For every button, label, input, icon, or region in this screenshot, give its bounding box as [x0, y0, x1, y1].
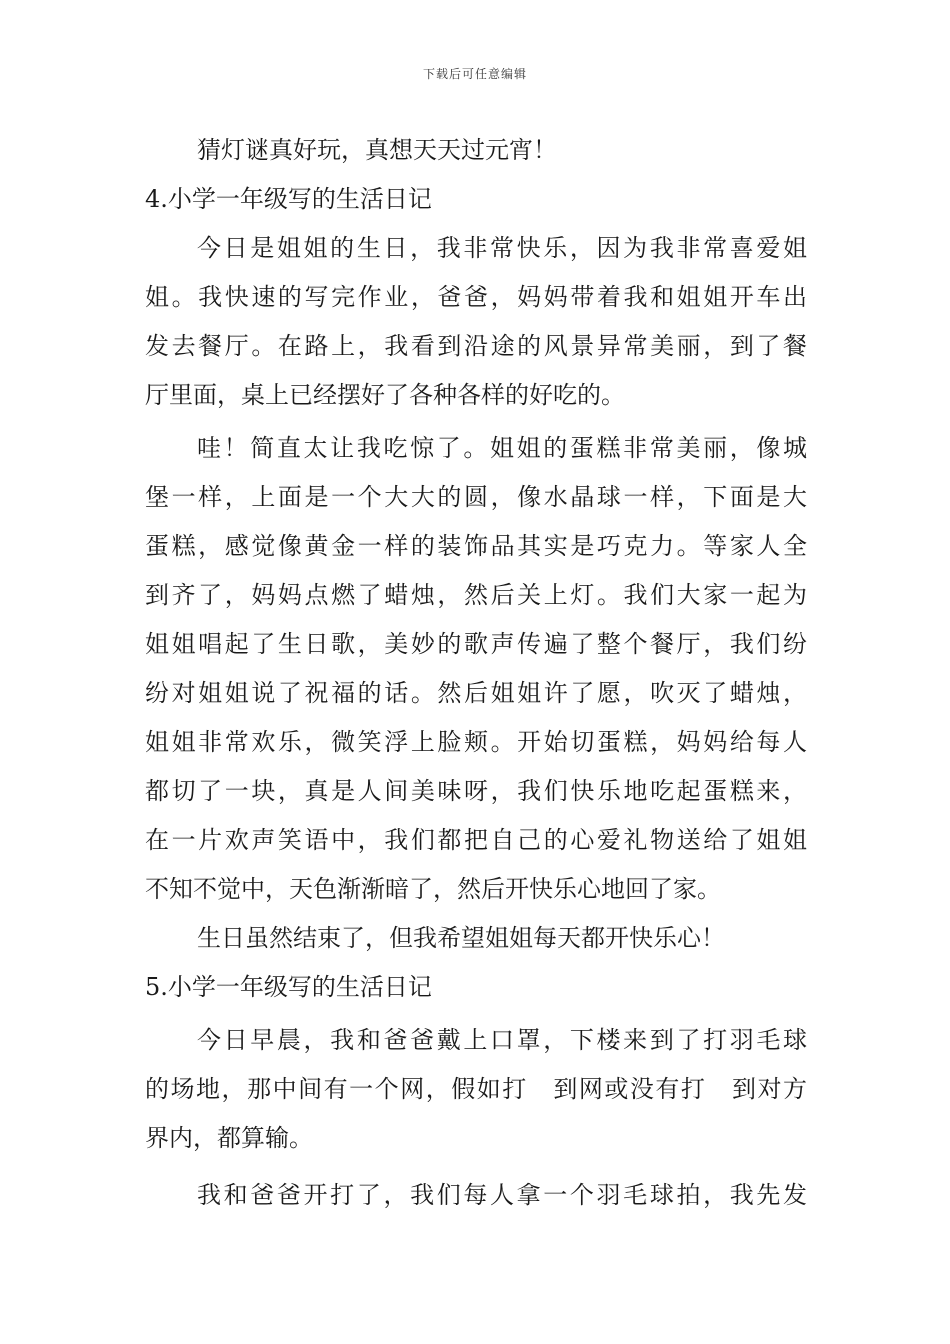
paragraph-line: 哇！简直太让我吃惊了。姐姐的蛋糕非常美丽，像城	[197, 434, 807, 462]
paragraph-line: 厅里面，桌上已经摆好了各种各样的好吃的。	[145, 381, 625, 409]
paragraph-line: 的场地，那中间有一个网，假如打 到网或没有打 到对方	[145, 1075, 807, 1103]
paragraph-line: 今日是姐姐的生日，我非常快乐，因为我非常喜爱姐	[197, 234, 807, 262]
paragraph-line: 姐。我快速的写完作业，爸爸，妈妈带着我和姐姐开车出	[145, 283, 807, 311]
paragraph-line: 堡一样，上面是一个大大的圆，像水晶球一样，下面是大	[145, 483, 807, 511]
paragraph-line: 姐姐非常欢乐，微笑浮上脸颊。开始切蛋糕，妈妈给每人	[145, 728, 807, 756]
paragraph-line: 发去餐厅。在路上，我看到沿途的风景异常美丽，到了餐	[145, 332, 807, 360]
paragraph-line: 在一片欢声笑语中，我们都把自己的心爱礼物送给了姐姐	[145, 826, 807, 854]
page-header: 下载后可任意编辑	[422, 67, 527, 81]
section-heading: 4.小学一年级写的生活日记	[145, 185, 432, 213]
paragraph-line: 纷对姐姐说了祝福的话。然后姐姐许了愿，吹灭了蜡烛，	[145, 679, 807, 707]
section-heading: 5.小学一年级写的生活日记	[145, 973, 432, 1001]
paragraph-line: 蛋糕，感觉像黄金一样的装饰品其实是巧克力。等家人全	[145, 532, 807, 560]
paragraph-line: 到齐了，妈妈点燃了蜡烛，然后关上灯。我们大家一起为	[145, 581, 807, 609]
document-body	[145, 126, 807, 1220]
paragraph-line: 都切了一块，真是人间美味呀，我们快乐地吃起蛋糕来，	[145, 777, 807, 805]
paragraph-line: 我和爸爸开打了，我们每人拿一个羽毛球拍，我先发	[197, 1181, 807, 1209]
paragraph-line: 界内，都算输。	[145, 1124, 313, 1152]
paragraph-line: 今日早晨，我和爸爸戴上口罩，下楼来到了打羽毛球	[197, 1026, 807, 1054]
paragraph-line: 生日虽然结束了，但我希望姐姐每天都开快乐心！	[197, 924, 725, 952]
paragraph-line: 姐姐唱起了生日歌，美妙的歌声传遍了整个餐厅，我们纷	[145, 630, 807, 658]
paragraph-line: 猜灯谜真好玩，真想天天过元宵！	[197, 136, 557, 164]
paragraph-line: 不知不觉中，天色渐渐暗了，然后开快乐心地回了家。	[145, 875, 721, 903]
